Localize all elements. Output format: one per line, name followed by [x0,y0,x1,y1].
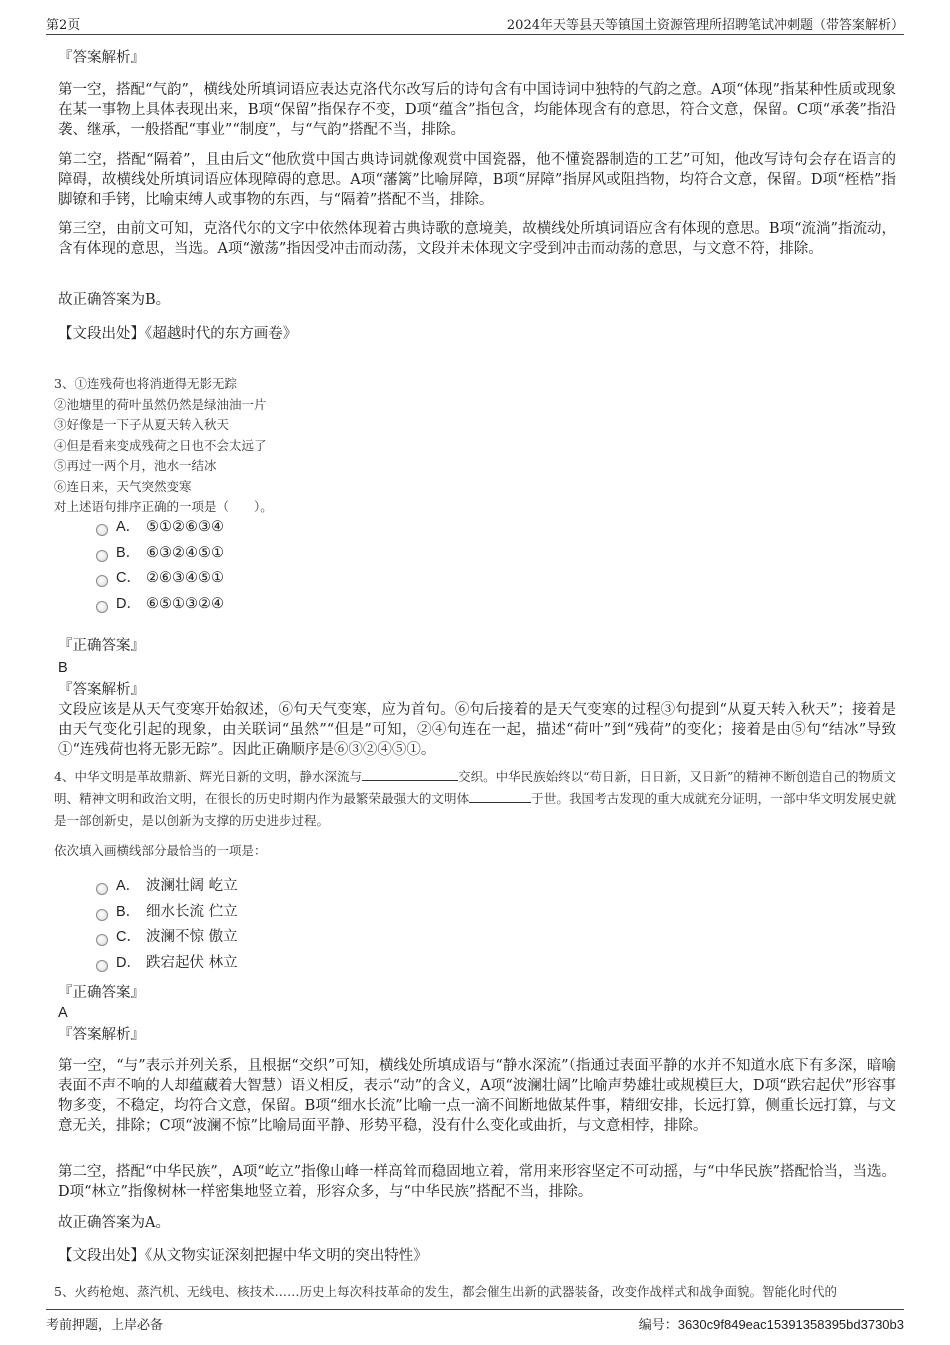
q4-option-c[interactable]: C． 波澜不惊 傲立 [96,925,238,951]
radio-icon[interactable] [96,883,108,895]
q4-analysis-p2: 第二空，搭配“中华民族”，A项“屹立”指像山峰一样高耸而稳固地立着，常用来形容坚定不可动摇，与“中华民族”搭配恰当，当选。D项“林立”指像树林一样密集地竖立着，形容众多，与“中华民族”搭配不当，排除。 [58,1164,896,1200]
q3-answer-label: 『正确答案』 [58,638,145,654]
q2-analysis-p1: 第一空，搭配“气韵”，横线处所填词语应表达克洛代尔改写后的诗句含有中国诗词中独特的气韵之意。A项“体现”指某种性质或现象在某一事物上具体表现出来，B项“保留”指保存不变，D项“蕴含”指包含，均能体现含有的意思，符合文意，保留。C项“承袭”指沿袭、继承，一般搭配“事业”“制度”，与“气韵”搭配不当，排除。 [58,82,896,138]
q4-options [96,874,238,976]
footer-code: 编号：3630c9f849eac15391358395bd3730b3 [638,1317,904,1333]
radio-icon[interactable] [96,934,108,946]
q2-analysis-p3: 第三空，由前文可知，克洛代尔的文字中依然体现着古典诗歌的意境美，故横线处所填词语应含有体现的意思。B项“流淌”指流动，含有体现的意思，当选。A项“激荡”指因受冲击而动荡，文段并未体现文字受到冲击而动荡的意思，与文意不符，排除。 [58,221,896,257]
q3-option-d[interactable]: D． ⑥⑤①③②④ [96,592,224,618]
q4-source-block [58,1246,896,1266]
radio-icon[interactable] [96,575,108,587]
q4-stem-text: 4、中华文明是革故鼎新、辉光日新的文明，静水深流与 交织。中华民族始终以“苟日新，日日新，又日新”的精神不断创造自己的物质文明、精神文明和政治文明，在很长的历史时期内作为最繁荣最强大的文明体 于世。我国考古发现的重大成就充分证明，一部中华文明发展史就是一部创新史，是以创新为支撑的历史进步过程。 [54,766,896,832]
q4-prompt: 依次填入画横线部分最恰当的一项是： [54,843,267,858]
q3-line: ②池塘里的荷叶虽然仍然是绿油油一片 [54,396,267,412]
q4-conclusion-block [58,1213,896,1233]
q3-answer-block [58,636,896,760]
q4-analysis-label: 『答案解析』 [58,1027,145,1043]
radio-icon[interactable] [96,960,108,972]
blank-2 [469,788,531,803]
footer-slogan: 考前押题，上岸必备 [46,1318,164,1333]
q4-option-a[interactable]: A． 波澜壮阔 屹立 [96,874,238,900]
q4-prompt-block [54,841,892,862]
q3-line: ⑤再过一两个月，池水一结冰 [54,458,217,473]
q5-stem: 5、火药枪炮、蒸汽机、无线电、核技术……历史上每次科技革命的发生，都会催生出新的武器装备，改变作战样式和战争面貌。智能化时代的 [54,1284,837,1299]
q4-analysis-p1: 第一空，“与”表示并列关系，且根据“交织”可知，横线处所填成语与“静水深流”（指通过表面平静的水并不知道水底下有多深，暗喻表面不声不响的人却蕴藏着大智慧）语义相反，表示“动”的含义，A项“波澜壮阔”比喻声势雄壮或规模巨大，D项“跌宕起伏”形容事物多变，不稳定，均符合文意，保留。B项“细水长流”比喻一点一滴不间断地做某件事，精细安排，长远打算，侧重长远打算，与文意无关，排除；C项“波澜不惊”比喻局面平静、形势平稳，没有什么变化或曲折，与文意相悖，排除。 [58,1058,896,1134]
q3-option-c[interactable]: C． ②⑥③④⑤① [96,566,224,592]
q4-answer-block [58,983,896,1045]
q2-conclusion-block [58,290,896,310]
q2-analysis-p2-block [58,150,896,210]
q3-option-a[interactable]: A． ⑤①②⑥③④ [96,515,224,541]
q2-analysis-label-block [58,48,896,68]
page-footer [46,1309,904,1334]
q3-analysis: 文段应该是从天气变寒开始叙述，⑥句天气变寒，应为首句。⑥句后接着的是天气变寒的过程③句提到“从夏天转入秋天”；接着是由天气变化引起的现象，由关联词“虽然”“但是”可知，②④句连在一起，描述“荷叶”到“残荷”的变化；接着是由⑤句“结冰”导致①“连残荷也将无影无踪”。因此正确顺序是⑥③②④⑤①。 [58,702,896,758]
q4-answer-label: 『正确答案』 [58,985,145,1001]
q2-source: 【文段出处】《超越时代的东方画卷》 [58,326,298,342]
page-number: 第2页 [46,18,81,33]
radio-icon[interactable] [96,550,108,562]
q4-answer: A [58,1005,68,1021]
q2-analysis-p2: 第二空，搭配“隔着”，且由后文“他欣赏中国古典诗词就像观赏中国瓷器，他不懂瓷器制造的工艺”可知，他改写诗句会存在语言的障碍，故横线处所填词语应体现障碍的意思。A项“藩篱”比喻屏障，B项“屏障”指屏风或阻挡物，均符合文意，保留。D项“桎梏”指脚镣和手铐，比喻束缚人或事物的东西，与“隔着”搭配不当，排除。 [58,152,896,208]
document-title: 2024年天等县天等镇国土资源管理所招聘笔试冲刺题（带答案解析） [506,18,904,33]
q3-options [96,515,224,617]
q3-question: 对上述语句排序正确的一项是（ ）。 [54,499,273,514]
q2-analysis-p1-block [58,80,896,140]
q2-analysis-label: 『答案解析』 [58,50,145,66]
q3-line: ③好像是一下子从夏天转入秋天 [54,417,230,432]
q4-stem [54,766,896,832]
q3-option-b[interactable]: B． ⑥③②④⑤① [96,541,224,567]
q2-analysis-p3-block [58,219,896,259]
q4-option-b[interactable]: B． 细水长流 伫立 [96,900,238,926]
q3-analysis-label: 『答案解析』 [58,682,145,698]
q3-line: ⑥连日来，天气突然变寒 [54,478,192,494]
page-header [46,12,904,35]
q3-stem [54,374,892,518]
q4-conclusion: 故正确答案为A。 [58,1215,170,1231]
q3-answer: B [58,660,68,676]
q3-line: ④但是看来变成残荷之日也不会太远了 [54,437,267,453]
q2-conclusion: 故正确答案为B。 [58,292,171,308]
q4-option-d[interactable]: D． 跌宕起伏 林立 [96,951,238,977]
q4-source: 【文段出处】《从文物实证深刻把握中华文明的突出特性》 [58,1248,428,1264]
radio-icon[interactable] [96,524,108,536]
q4-analysis-p2-block [58,1162,896,1202]
q3-line: 3、①连残荷也将消逝得无影无踪 [54,376,237,391]
q5-stem-block [54,1282,896,1303]
q4-analysis-p1-block [58,1056,896,1136]
q2-source-block [58,324,896,344]
radio-icon[interactable] [96,601,108,613]
blank-1 [362,766,458,781]
radio-icon[interactable] [96,909,108,921]
